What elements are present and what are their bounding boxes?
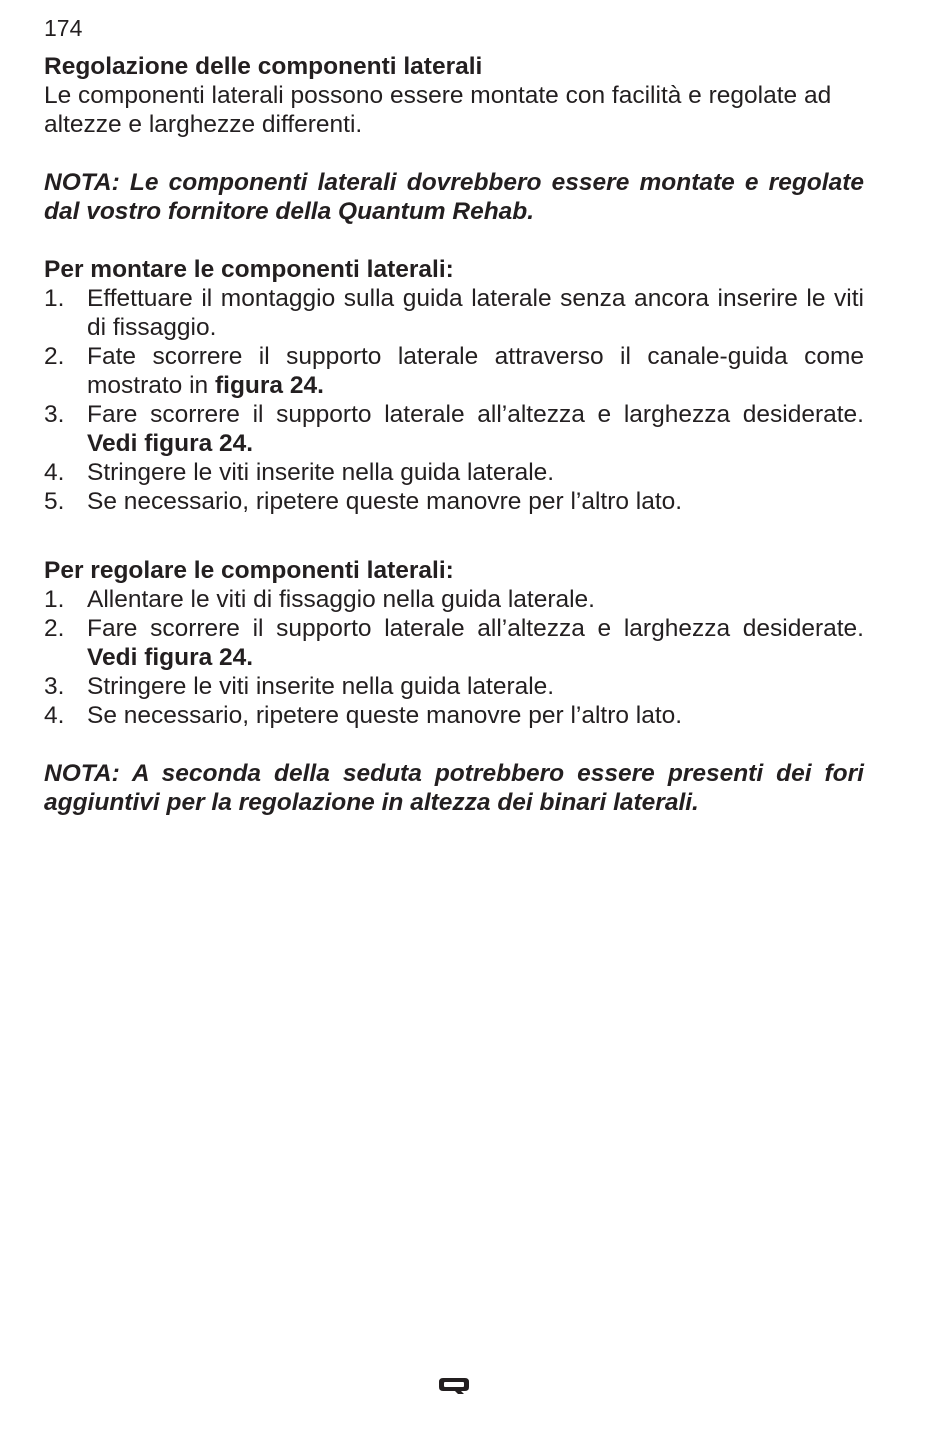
step-text: Stringere le viti inserite nella guida laterale. (87, 459, 555, 486)
figure-reference: Vedi figura 24. (87, 430, 254, 457)
step-text: Fate scorrere il supporto laterale attraverso il canale-guida come mostrato in (87, 343, 864, 399)
list-item (44, 614, 864, 672)
intro-paragraph: Le componenti laterali possono essere montate con facilità e regolate ad altezze e larghezze differenti. (44, 82, 832, 138)
figure-reference: figura 24. (215, 372, 324, 399)
list-item (44, 400, 864, 458)
step-number: 4. (44, 702, 65, 729)
adjust-steps-list (44, 585, 864, 730)
note-installation: NOTA: Le componenti laterali dovrebbero essere montate e regolate dal vostro fornitore della Quantum Rehab. (44, 169, 864, 225)
step-text: Stringere le viti inserite nella guida laterale. (87, 673, 555, 700)
step-number: 3. (44, 673, 65, 700)
mount-steps-list (44, 284, 864, 516)
list-item (44, 672, 864, 701)
step-text: Se necessario, ripetere queste manovre per l’altro lato. (87, 702, 683, 729)
note-rail-holes: NOTA: A seconda della seduta potrebbero essere presenti dei fori aggiuntivi per la regolazione in altezza dei binari laterali. (44, 760, 864, 816)
section-title: Regolazione delle componenti laterali (44, 53, 483, 80)
quantum-q-logo-icon (437, 1376, 471, 1396)
document-body (44, 52, 864, 817)
step-text: Fare scorrere il supporto laterale all’altezza e larghezza desiderate. (87, 615, 864, 642)
step-number: 2. (44, 343, 65, 370)
step-text: Fare scorrere il supporto laterale all’altezza e larghezza desiderate. (87, 401, 864, 428)
list-item (44, 487, 864, 516)
figure-reference: Vedi figura 24. (87, 644, 254, 671)
step-number: 1. (44, 285, 65, 312)
list-item (44, 458, 864, 487)
step-number: 3. (44, 401, 65, 428)
step-number: 2. (44, 615, 65, 642)
step-text: Effettuare il montaggio sulla guida laterale senza ancora inserire le viti di fissaggio. (87, 285, 864, 341)
mount-heading: Per montare le componenti laterali: (44, 256, 454, 283)
step-text: Se necessario, ripetere queste manovre per l’altro lato. (87, 488, 683, 515)
list-item (44, 701, 864, 730)
step-number: 1. (44, 586, 65, 613)
step-text: Allentare le viti di fissaggio nella guida laterale. (87, 586, 595, 613)
adjust-heading: Per regolare le componenti laterali: (44, 557, 454, 584)
page-number: 174 (44, 15, 83, 41)
step-number: 4. (44, 459, 65, 486)
list-item (44, 342, 864, 400)
step-number: 5. (44, 488, 65, 515)
list-item (44, 284, 864, 342)
list-item (44, 585, 864, 614)
